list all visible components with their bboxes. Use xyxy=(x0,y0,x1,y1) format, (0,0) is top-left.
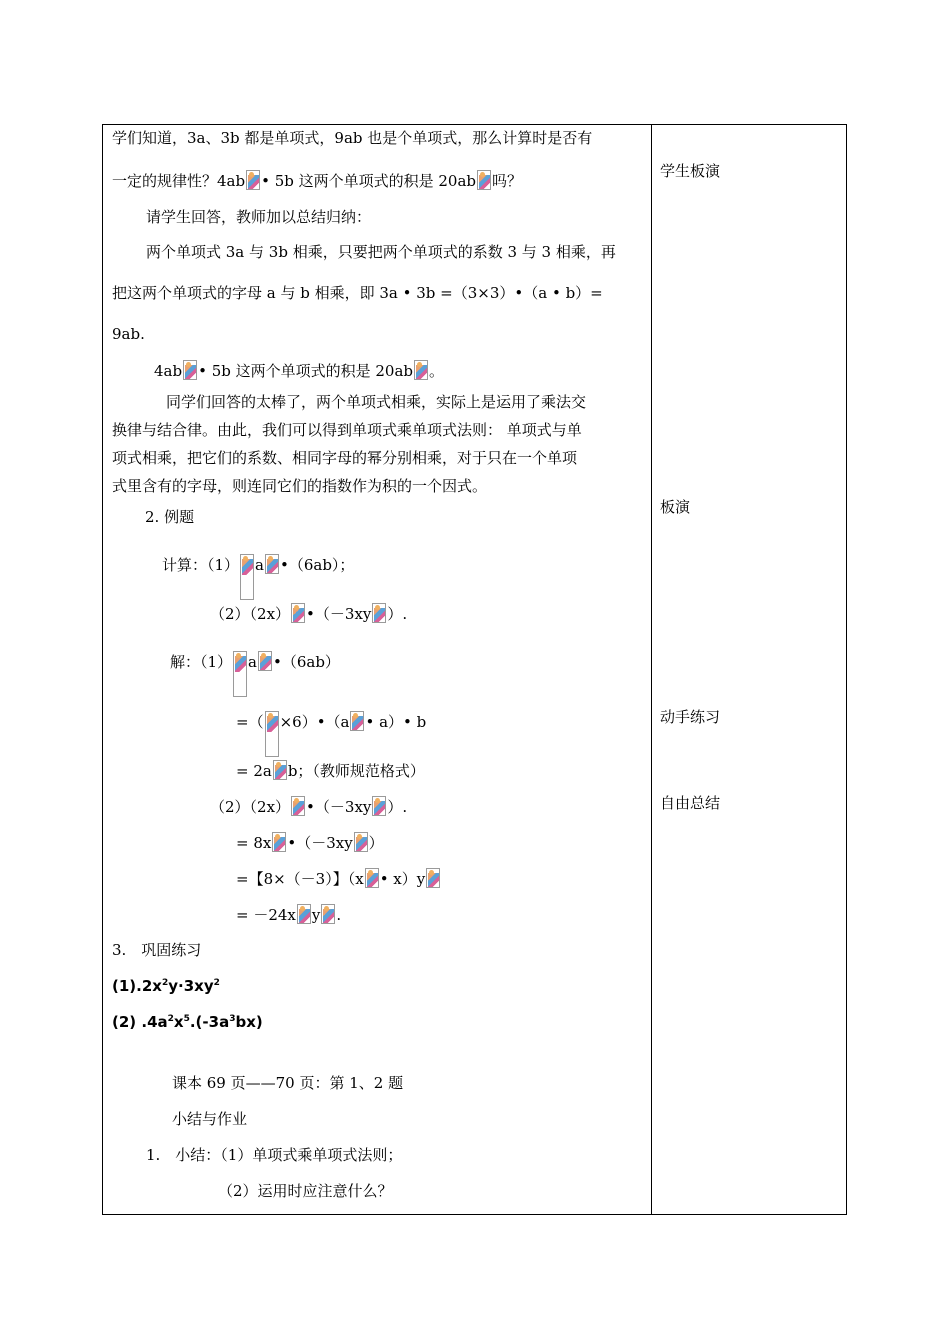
formula-image-icon xyxy=(183,360,197,380)
formula-image-icon xyxy=(426,868,440,888)
right-note: 动手练习 xyxy=(660,708,721,726)
column-divider xyxy=(651,124,652,1215)
section-heading: 3. 巩固练习 xyxy=(112,941,202,959)
formula-image-icon xyxy=(291,796,305,816)
fraction-image-icon xyxy=(240,554,254,600)
summary-line: 1. 小结：（1）单项式乘单项式法则； xyxy=(146,1146,403,1164)
math-line: 解：（1） a •（6ab） xyxy=(170,651,340,697)
text-line: 同学们回答的太棒了，两个单项式相乘，实际上是运用了乘法交 xyxy=(166,393,587,411)
text-line: 9ab. xyxy=(112,325,145,343)
homework-line: 课本 69 页——70 页：第 1、2 题 xyxy=(172,1074,404,1092)
text-line: 一定的规律性？4ab • 5b 这两个单项式的积是 20ab 吗？ xyxy=(112,172,523,190)
formula-image-icon xyxy=(372,603,386,623)
section-heading: 2. 例题 xyxy=(145,508,195,526)
text-line: 两个单项式 3a 与 3b 相乘，只要把两个单项式的系数 3 与 3 相乘，再 xyxy=(146,243,616,261)
math-line: =（ ×6）•（a • a）• b xyxy=(236,711,426,757)
text-line: 请学生回答，教师加以总结归纳： xyxy=(146,208,372,226)
right-note: 自由总结 xyxy=(660,794,721,812)
right-note: 板演 xyxy=(660,498,691,516)
math-line: =【8×（－3）】（x • x）y xyxy=(236,868,441,889)
math-line: 计算：（1） a •（6ab）； xyxy=(162,554,354,600)
math-line: （2）（2x） •（－3xy ）. xyxy=(210,798,408,816)
text-line: 4ab • 5b 这两个单项式的积是 20ab 。 xyxy=(154,362,445,380)
formula-image-icon xyxy=(272,832,286,852)
right-note: 学生板演 xyxy=(660,162,721,180)
formula-image-icon xyxy=(297,904,311,924)
formula-image-icon xyxy=(414,360,428,380)
formula-image-icon xyxy=(354,832,368,852)
formula-image-icon xyxy=(365,868,379,888)
formula-image-icon xyxy=(291,603,305,623)
summary-title: 小结与作业 xyxy=(172,1110,248,1128)
math-line: = －24x y . xyxy=(236,906,342,924)
formula-image-icon xyxy=(246,170,260,190)
text-line: 学们知道，3a、3b 都是单项式，9ab 也是个单项式，那么计算时是否有 xyxy=(112,129,593,147)
summary-line: （2）运用时应注意什么？ xyxy=(218,1182,393,1200)
math-line: （2）（2x） •（－3xy ）. xyxy=(210,605,408,623)
exercise-line: $(1).2x^2y\cdot 3xy^2$ xyxy=(112,977,220,995)
formula-image-icon xyxy=(477,170,491,190)
fraction-image-icon xyxy=(265,711,279,757)
fraction-image-icon xyxy=(233,651,247,697)
math-line: = 8x •（－3xy ） xyxy=(236,834,384,852)
formula-image-icon xyxy=(350,711,364,731)
text-line: 把这两个单项式的字母 a 与 b 相乘，即 3a • 3b =（3×3）•（a • b）= xyxy=(112,284,603,302)
text-line: 换律与结合律。由此，我们可以得到单项式乘单项式法则： 单项式与单 xyxy=(112,421,582,439)
formula-image-icon xyxy=(258,651,272,671)
math-line: = 2a b；（教师规范格式） xyxy=(236,762,425,780)
formula-image-icon xyxy=(273,760,287,780)
formula-image-icon xyxy=(372,796,386,816)
exercise-line: (2) $.4a^2x^5.(-3a^3bx)$ xyxy=(112,1013,263,1031)
formula-image-icon xyxy=(321,904,335,924)
text-line: 式里含有的字母，则连同它们的指数作为积的一个因式。 xyxy=(112,477,488,495)
text-line: 项式相乘，把它们的系数、相同字母的幂分别相乘，对于只在一个单项 xyxy=(112,449,578,467)
formula-image-icon xyxy=(265,554,279,574)
